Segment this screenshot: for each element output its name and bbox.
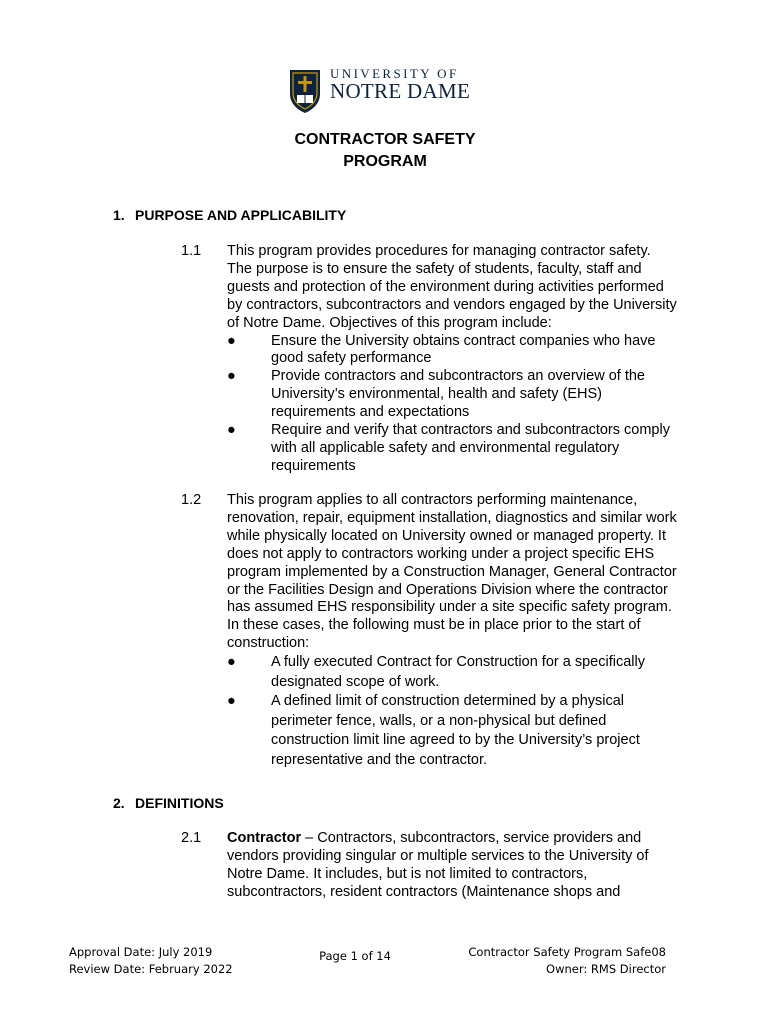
section-1-number: 1. [113, 207, 125, 223]
list-item: ● Ensure the University obtains contract companies who have good safety performance [227, 332, 656, 367]
subsection-1-2-number: 1.2 [181, 492, 202, 508]
subsection-2-1-number: 2.1 [181, 830, 202, 846]
section-1-title: PURPOSE AND APPLICABILITY [135, 207, 347, 223]
subsection-1-1-text: This program provides procedures for managing contractor safety. The purpose is to ensure the safety of students, faculty, staff and guests and protection of the environment during activities performed by contractors, subcontractors and vendors engaged by the University of Notre Dame. Objectives of this program include: [227, 243, 677, 331]
subsection-2-1 [227, 830, 677, 902]
objectives-list [227, 333, 677, 476]
list-item: ● Provide contractors and subcontractors an overview of the University’s environmental, health and safety (EHS) requirements and expectations [227, 368, 645, 421]
section-2-title: DEFINITIONS [135, 795, 224, 811]
list-item: ● Require and verify that contractors and subcontractors comply with all applicable safety and environmental regulatory requirements [227, 422, 670, 474]
definition-text: – Contractors, subcontractors, service providers and vendors providing singular or multiple services to the University of Notre Dame. It includes, but is not limited to contractors, subcontractors, resident contractors (Maintenance shops and [227, 830, 649, 900]
university-logo [288, 66, 488, 114]
section-2-heading [113, 795, 224, 811]
definition-term: Contractor [227, 830, 302, 846]
document-owner: Owner: RMS Director [546, 962, 666, 976]
approval-date: Approval Date: July 2019 [69, 945, 213, 959]
subsection-1-1-number: 1.1 [181, 243, 202, 259]
construction-requirements-list [227, 653, 677, 770]
subsection-1-2-text: This program applies to all contractors performing maintenance, renovation, repair, equipment installation, diagnostics and similar work while physically located on University owned or managed property. It does not apply to contractors working under a project specific EHS program implemented by a Construction Manager, General Contractor or the Facilities Design and Operations Division where the contractor has assumed EHS responsibility under a site specific safety program. In these cases, the following must be in place prior to the start of construction: [227, 492, 677, 652]
document-id: Contractor Safety Program Safe08 [468, 945, 666, 959]
section-1-heading [113, 207, 346, 223]
subsection-1-2 [227, 492, 677, 770]
page-number: Page 1 of 14 [319, 949, 391, 963]
list-item: ● A defined limit of construction determined by a physical perimeter fence, walls, or a non-physical but defined construction limit line agreed to by the University’s project representative and the contractor. [227, 693, 640, 768]
logo-line-1: UNIVERSITY OF [330, 66, 459, 81]
section-2-number: 2. [113, 795, 125, 811]
subsection-1-1 [227, 243, 677, 476]
review-date: Review Date: February 2022 [69, 962, 233, 976]
document-title-line-2: PROGRAM [343, 153, 427, 170]
document-title-line-1: CONTRACTOR SAFETY [294, 131, 476, 148]
footer-document-info [468, 944, 666, 978]
logo-line-2: NOTRE DAME [330, 79, 471, 103]
university-shield-icon [288, 68, 322, 114]
list-item: ● A fully executed Contract for Construction for a specifically designated scope of work. [227, 654, 645, 690]
